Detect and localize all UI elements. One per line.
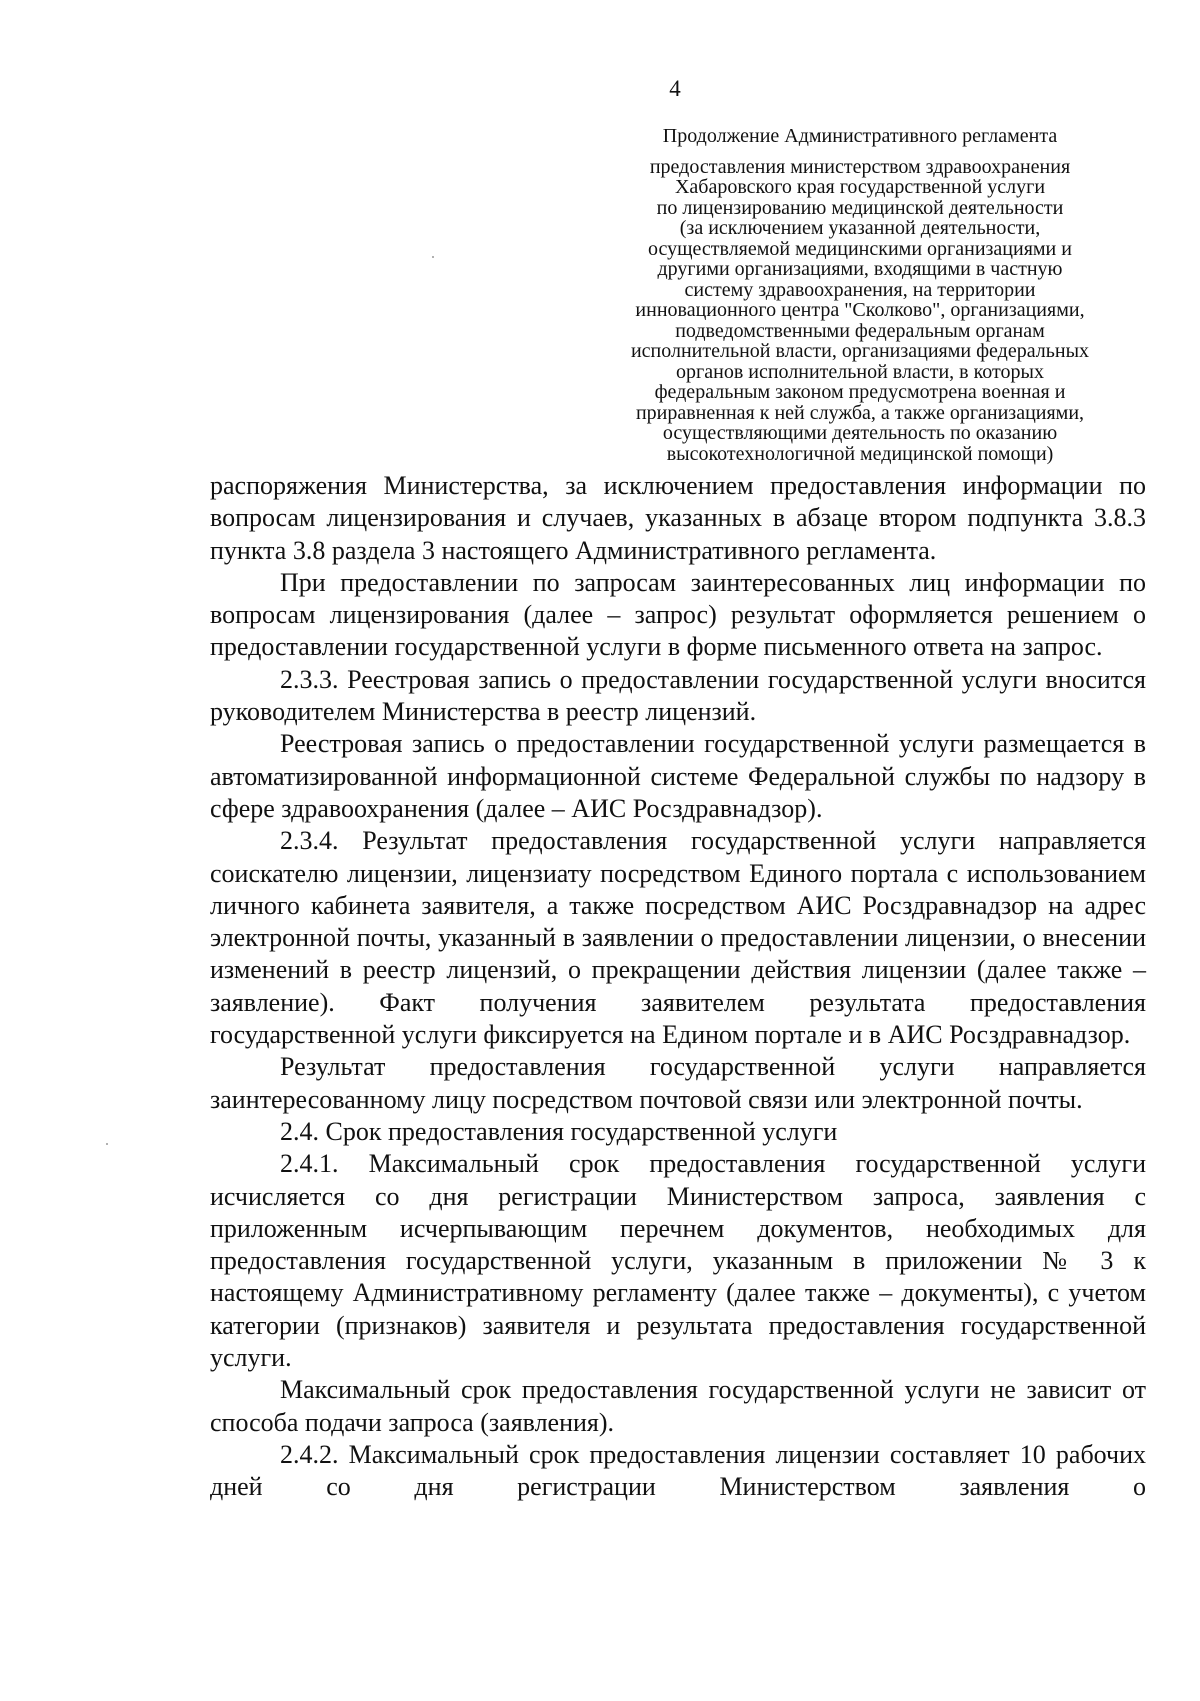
scan-speck	[106, 1143, 108, 1145]
header-line: федеральным законом предусмотрена военная и	[654, 381, 1066, 403]
paragraph: 2.3.3. Реестровая запись о предоставлении государственной услуги вносится руководителем Министерства в реестр лицензий.	[210, 664, 1146, 727]
header-line: исполнительной власти, организациями федеральных	[630, 340, 1090, 362]
header-line: Продолжение Административного регламента	[662, 125, 1058, 147]
header-line: осуществляющими деятельность по оказанию	[662, 422, 1058, 444]
header-line: по лицензированию медицинской деятельности	[656, 196, 1064, 219]
header-line: предоставления министерством здравоохранения	[649, 155, 1071, 178]
header-line: систему здравоохранения, на территории	[684, 278, 1036, 301]
paragraph: Результат предоставления государственной услуги направляется заинтересованному лицу посредством почтовой связи или электронной почты.	[210, 1052, 1146, 1114]
paragraph: При предоставлении по запросам заинтересованных лиц информации по вопросам лицензирования (далее – запрос) результат оформляется решением о предоставлении государственной услуги в форме письменного ответа на запрос.	[210, 567, 1146, 662]
scan-speck	[432, 256, 434, 258]
header-line: другими организациями, входящими в частную	[657, 258, 1063, 280]
header-line: высокотехнологичной медицинской помощи)	[666, 442, 1054, 465]
paragraph: 2.3.4. Результат предоставления государственной услуги направляется соискателю лицензии, лицензиату посредством Единого портала с использованием личного кабинета заявителя, а также посредством АИС Росздравнадзор на адрес электронной почты, указанный в заявлении о предоставлении лицензии, о внесении изменений в реестр лицензий, о прекращении действия лицензии (далее также – заявление). Факт получения заявителем результата предоставления государственной услуги фиксируется на Едином портале и в АИС Росздравнадзор.	[210, 826, 1146, 1050]
header-line: органов исполнительной власти, в которых	[676, 360, 1044, 383]
paragraph: Максимальный срок предоставления государственной услуги не зависит от способа подачи запроса (заявления).	[210, 1375, 1146, 1437]
header-line: инновационного центра "Сколково", организациями,	[635, 299, 1085, 321]
paragraph: 2.4.1. Максимальный срок предоставления государственной услуги исчисляется со дня регистрации Министерством запроса, заявления с приложенным исчерпывающим перечнем документов, необходимых для предоставления государственной услуги, указанным в приложении № 3 к настоящему Административному регламенту (далее также – документы), с учетом категории (признаков) заявителя и результата предоставления государственной услуги.	[210, 1149, 1146, 1373]
body-text	[210, 470, 1146, 1504]
header-line: подведомственными федеральным органам	[675, 319, 1045, 342]
header-line: приравненная к ней служба, а также организациями,	[635, 401, 1085, 424]
header-line: (за исключением указанной деятельности,	[679, 217, 1041, 239]
paragraph: Реестровая запись о предоставлении государственной услуги размещается в автоматизированной информационной системе Федеральной службы по надзору в сфере здравоохранения (далее – АИС Росздравнадзор).	[210, 729, 1146, 823]
page-number: 4	[669, 76, 681, 101]
section-heading: 2.4. Срок предоставления государственной услуги	[280, 1116, 838, 1146]
continuation-header	[585, 126, 1135, 464]
header-line: осуществляемой медицинскими организациями и	[648, 237, 1072, 260]
paragraph: 2.4.2. Максимальный срок предоставления лицензии составляет 10 рабочих дней со дня регистрации Министерством заявления о	[210, 1439, 1146, 1502]
paragraph: распоряжения Министерства, за исключением предоставления информации по вопросам лицензирования и случаев, указанных в абзаце втором подпункта 3.8.3 пункта 3.8 раздела 3 настоящего Административного регламента.	[210, 471, 1146, 565]
header-line: Хабаровского края государственной услуги	[674, 176, 1046, 198]
